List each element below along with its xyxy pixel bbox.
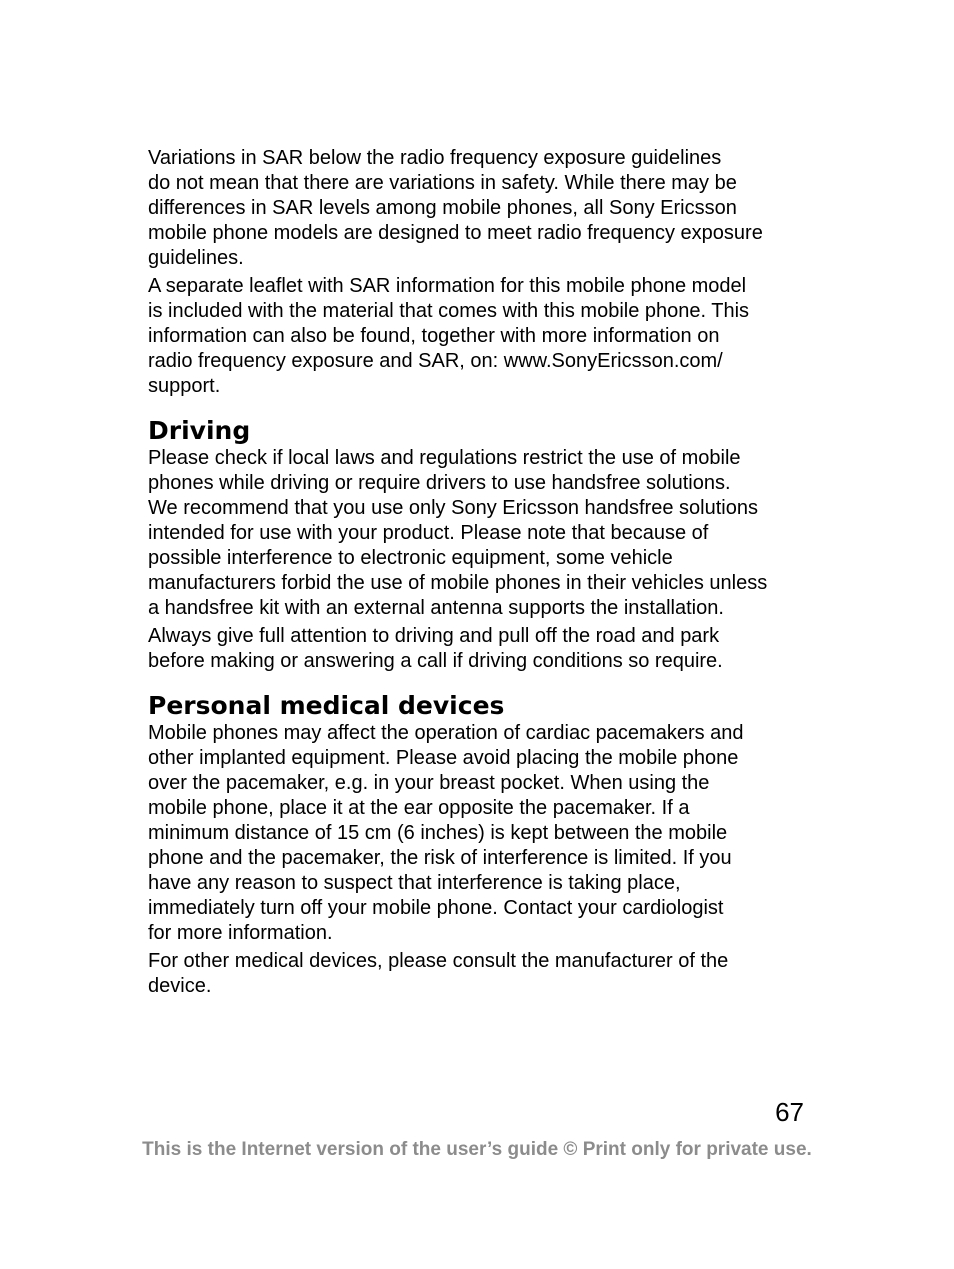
intro-paragraph: A separate leaflet with SAR information for this mobile phone model is included with the material that comes with this mobile phone. This information can also be found, together with more information on radio frequency exposure and SAR, on: www.SonyEricsson.com/ support.	[148, 275, 750, 397]
section-heading-driving: Driving	[148, 416, 251, 445]
driving-paragraph: Always give full attention to driving and pull off the road and park before making or answering a call if driving conditions so require.	[148, 625, 723, 672]
intro-paragraph: Variations in SAR below the radio frequency exposure guidelines do not mean that there are variations in safety. While there may be differences in SAR levels among mobile phones, all Sony Ericsson mobile phone models are designed to meet radio frequency exposure guidelines.	[148, 147, 763, 269]
page-content	[148, 146, 818, 1002]
page-number: 67	[775, 1097, 804, 1127]
medical-paragraph: For other medical devices, please consult the manufacturer of the device.	[148, 950, 729, 997]
medical-paragraph: Mobile phones may affect the operation of cardiac pacemakers and other implanted equipment. Please avoid placing the mobile phone over the pacemaker, e.g. in your breast pocket. When using the mobile phone, place it at the ear opposite the pacemaker. If a minimum distance of 15 cm (6 inches) is kept between the mobile phone and the pacemaker, the risk of interference is limited. If you have any reason to suspect that interference is taking place, immediately turn off your mobile phone. Contact your cardiologist for more information.	[148, 722, 744, 944]
driving-paragraph: Please check if local laws and regulations restrict the use of mobile phones while driving or require drivers to use handsfree solutions. We recommend that you use only Sony Ericsson handsfree solutions intended for use with your product. Please note that because of possible interference to electronic equipment, some vehicle manufacturers forbid the use of mobile phones in their vehicles unless a handsfree kit with an external antenna supports the installation.	[148, 447, 768, 619]
footer-notice: This is the Internet version of the user’s guide © Print only for private use.	[142, 1139, 812, 1160]
driving-section	[148, 416, 818, 674]
section-heading-medical: Personal medical devices	[148, 691, 505, 720]
intro-section	[148, 146, 818, 399]
medical-section	[148, 691, 818, 999]
